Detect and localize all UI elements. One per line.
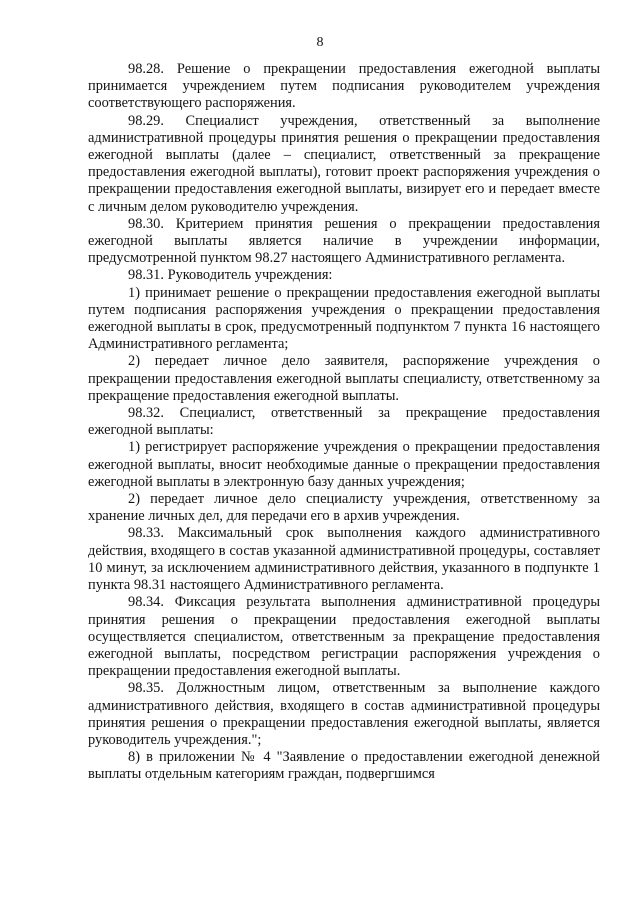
document-body [88, 61, 600, 784]
paragraph-98-32: 98.32. Специалист, ответственный за прекращение предоставления ежегодной выплаты: [88, 405, 600, 439]
paragraph-98-31-item-1: 1) принимает решение о прекращении предоставления ежегодной выплаты путем подписания распоряжения учреждения о прекращении предоставления ежегодной выплаты в срок, предусмотренный подпунктом 7 пункта 16 настоящего Административного регламента; [88, 284, 600, 353]
paragraph-98-29: 98.29. Специалист учреждения, ответственный за выполнение административной процедуры принятия решения о прекращении предоставления ежегодной выплаты (далее – специалист, ответственный за прекращение предоставления ежегодной выплаты), готовит проект распоряжения учреждения о прекращении предоставления ежегодной выплаты, визирует его и передает вместе с личным делом руководителю учреждения. [88, 112, 600, 215]
paragraph-98-33: 98.33. Максимальный срок выполнения каждого административного действия, входящего в состав указанной административной процедуры, составляет 10 минут, за исключением административного действия, указанного в подпункте 1 пункта 98.31 настоящего Административного регламента. [88, 525, 600, 594]
paragraph-98-32-item-2: 2) передает личное дело специалисту учреждения, ответственному за хранение личных дел, для передачи его в архив учреждения. [88, 491, 600, 525]
paragraph-98-31-item-2: 2) передает личное дело заявителя, распоряжение учреждения о прекращении предоставления ежегодной выплаты специалисту, ответственному за прекращение предоставления ежегодной выплаты. [88, 353, 600, 404]
paragraph-98-34: 98.34. Фиксация результата выполнения административной процедуры принятия решения о прекращении предоставления ежегодной выплаты осуществляется специалистом, ответственным за прекращение предоставления ежегодной выплаты, посредством регистрации распоряжения учреждения о прекращении предоставления ежегодной выплаты. [88, 594, 600, 680]
paragraph-98-35: 98.35. Должностным лицом, ответственным за выполнение каждого административного действия, входящего в состав административной процедуры принятия решения о прекращении предоставления ежегодной выплаты, является руководитель учреждения."; [88, 680, 600, 748]
paragraph-98-31: 98.31. Руководитель учреждения: [128, 267, 333, 284]
page-number: 8 [316, 35, 324, 50]
paragraph-98-32-item-1: 1) регистрирует распоряжение учреждения о прекращении предоставления ежегодной выплаты, вносит необходимые данные о прекращении предоставления ежегодной выплаты в электронную базу данных учреждения; [88, 439, 600, 490]
paragraph-98-28: 98.28. Решение о прекращении предоставления ежегодной выплаты принимается учреждением путем подписания руководителем учреждения соответствующего распоряжения. [88, 61, 600, 112]
paragraph-98-30: 98.30. Критерием принятия решения о прекращении предоставления ежегодной выплаты является наличие в учреждении информации, предусмотренной пунктом 98.27 настоящего Административного регламента. [88, 215, 600, 267]
paragraph-appendix-4: 8) в приложении № 4 "Заявление о предоставлении ежегодной денежной выплаты отдельным категориям граждан, подвергшимся [88, 749, 600, 783]
